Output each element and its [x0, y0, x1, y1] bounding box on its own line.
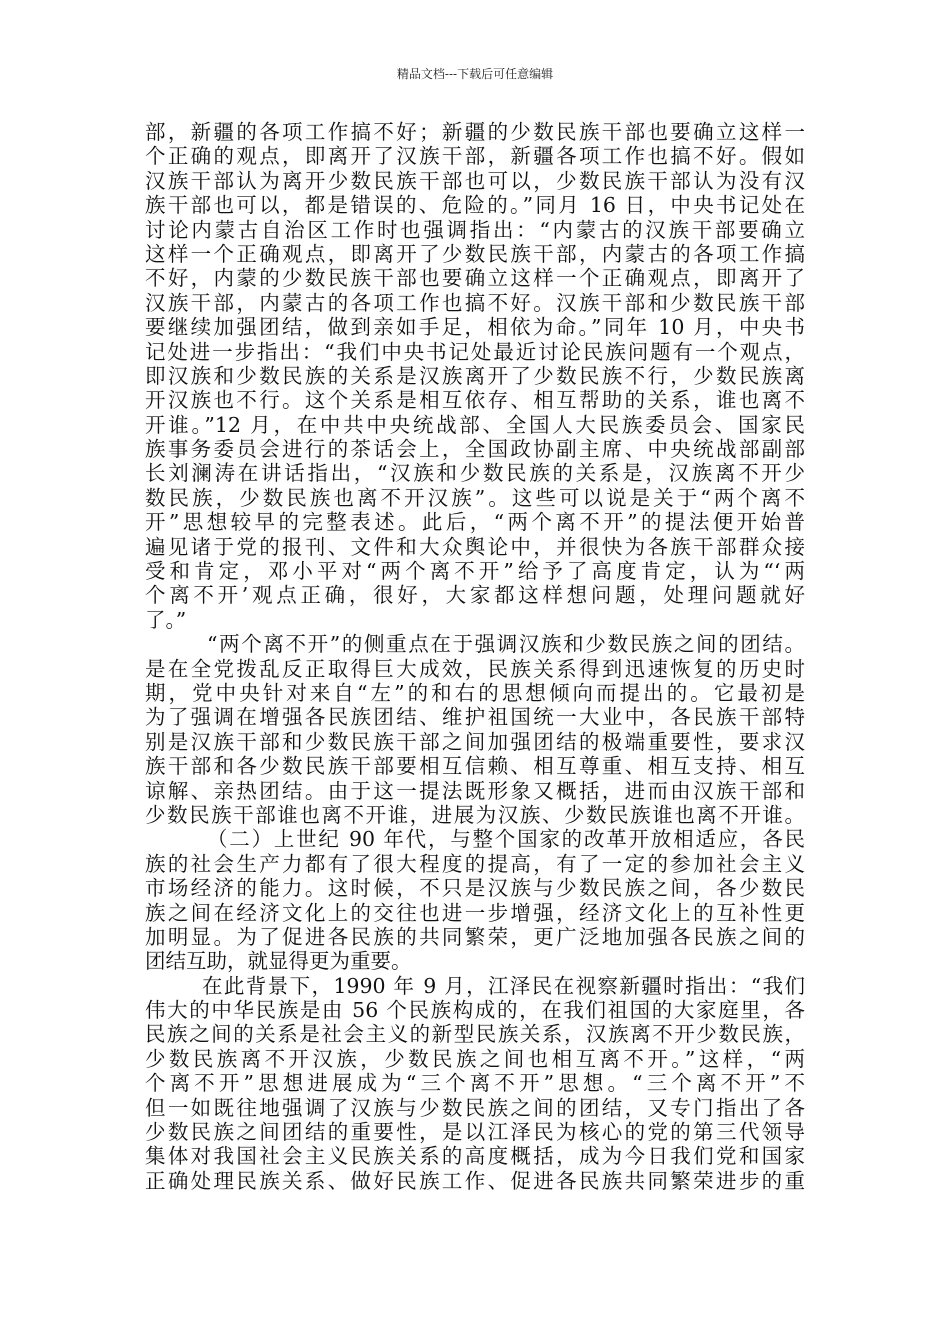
text-line: 开汉族也不行。这个关系是相互依存、相互帮助的关系，谁也离不 [145, 388, 805, 413]
paragraph-end-line: 团结互助，就显得更为重要。 [145, 949, 412, 974]
text-line: 开谁。”12 月，在中共中央统战部、全国人大民族委员会、国家民 [145, 412, 805, 437]
text-line: 少数民族离不开汉族，少数民族之间也相互离不开。”这样，“两 [145, 1046, 805, 1071]
text-line: 是在全党拨乱反正取得巨大成效，民族关系得到迅速恢复的历史时 [145, 656, 805, 681]
text-line: 但一如既往地强调了汉族与少数民族之间的团结，又专门指出了各 [145, 1095, 805, 1120]
text-line: 记处进一步指出：“我们中央书记处最近讨论民族问题有一个观点， [145, 339, 805, 364]
text-line: 讨论内蒙古自治区工作时也强调指出：“内蒙古的汉族干部要确立 [145, 217, 805, 242]
text-line: 要继续加强团结，做到亲如手足，相依为命。”同年 10 月，中央书 [145, 315, 805, 340]
text-line: 这样一个正确观点，即离开了少数民族干部，内蒙古的各项工作搞 [145, 241, 805, 266]
paragraph-first-line: （二）上世纪 90 年代，与整个国家的改革开放相适应，各民 [207, 827, 805, 852]
text-line: 个正确的观点，即离开了汉族干部，新疆各项工作也搞不好。假如 [145, 144, 805, 169]
document-body [145, 120, 805, 1193]
text-line: 为了强调在增强各民族团结、维护祖国统一大业中，各民族干部特 [145, 705, 805, 730]
text-line: 别是汉族干部和少数民族干部之间加强团结的极端重要性，要求汉 [145, 729, 805, 754]
text-line: 汉族干部，内蒙古的各项工作也搞不好。汉族干部和少数民族干部 [145, 290, 805, 315]
text-line: 不好，内蒙的少数民族干部也要确立这样一个正确观点，即离开了 [145, 266, 805, 291]
text-line: 长刘澜涛在讲话指出，“汉族和少数民族的关系是，汉族离不开少 [145, 461, 805, 486]
text-line: 少数民族之间团结的重要性，是以江泽民为核心的党的第三代领导 [145, 1120, 805, 1145]
text-line: 族的社会生产力都有了很大程度的提高，有了一定的参加社会主义 [145, 851, 805, 876]
page-header: 精品文档---下载后可任意编辑 [396, 67, 554, 81]
text-line: 遍见诸于党的报刊、文件和大众舆论中，并很快为各族干部群众接 [145, 534, 805, 559]
paragraph-first-line: 在此背景下，1990 年 9 月，江泽民在视察新疆时指出：“我们 [202, 973, 805, 998]
text-line: 受和肯定，邓小平对“两个离不开”给予了高度肯定，认为“‘两 [145, 559, 805, 584]
paragraph-first-line: “两个离不开”的侧重点在于强调汉族和少数民族之间的团结。 [207, 632, 805, 657]
text-line: 加明显。为了促进各民族的共同繁荣，更广泛地加强各民族之间的 [145, 924, 805, 949]
text-line: 部，新疆的各项工作搞不好；新疆的少数民族干部也要确立这样一 [145, 120, 805, 144]
text-line: 正确处理民族关系、做好民族工作、促进各民族共同繁荣进步的重 [145, 1168, 805, 1193]
text-line: 集体对我国社会主义民族关系的高度概括，成为今日我们党和国家 [145, 1144, 805, 1169]
text-line: 个离不开’观点正确，很好，大家都这样想问题，处理问题就好 [145, 583, 805, 608]
paragraph-end-line: 少数民族干部谁也离不开谁，进展为汉族、少数民族谁也离不开谁。 [145, 802, 805, 827]
text-line: 族事务委员会进行的茶话会上，全国政协副主席、中央统战部副部 [145, 437, 805, 462]
text-line: 期，党中央针对来自“左”的和右的思想倾向而提出的。它最初是 [145, 680, 805, 705]
text-line: 民族之间的关系是社会主义的新型民族关系，汉族离不开少数民族， [145, 1022, 805, 1047]
text-line: 族干部和各少数民族干部要相互信赖、相互尊重、相互支持、相互 [145, 754, 805, 779]
paragraph-end-line: 了。” [145, 607, 187, 632]
text-line: 市场经济的能力。这时候，不只是汉族与少数民族之间，各少数民 [145, 876, 805, 901]
text-line: 谅解、亲热团结。由于这一提法既形象又概括，进而由汉族干部和 [145, 778, 805, 803]
text-line: 汉族干部认为离开少数民族干部也可以，少数民族干部认为没有汉 [145, 168, 805, 193]
text-line: 族干部也可以，都是错误的、危险的。”同月 16 日，中央书记处在 [145, 193, 805, 218]
text-line: 即汉族和少数民族的关系是汉族离开了少数民族不行，少数民族离 [145, 363, 805, 388]
text-line: 族之间在经济文化上的交往也进一步增强，经济文化上的互补性更 [145, 900, 805, 925]
text-line: 数民族，少数民族也离不开汉族”。这些可以说是关于“两个离不 [145, 485, 805, 510]
text-line: 开”思想较早的完整表述。此后，“两个离不开”的提法便开始普 [145, 510, 805, 535]
text-line: 个离不开”思想进展成为“三个离不开”思想。“三个离不开”不 [145, 1071, 805, 1096]
text-line: 伟大的中华民族是由 56 个民族构成的，在我们祖国的大家庭里，各 [145, 998, 805, 1023]
